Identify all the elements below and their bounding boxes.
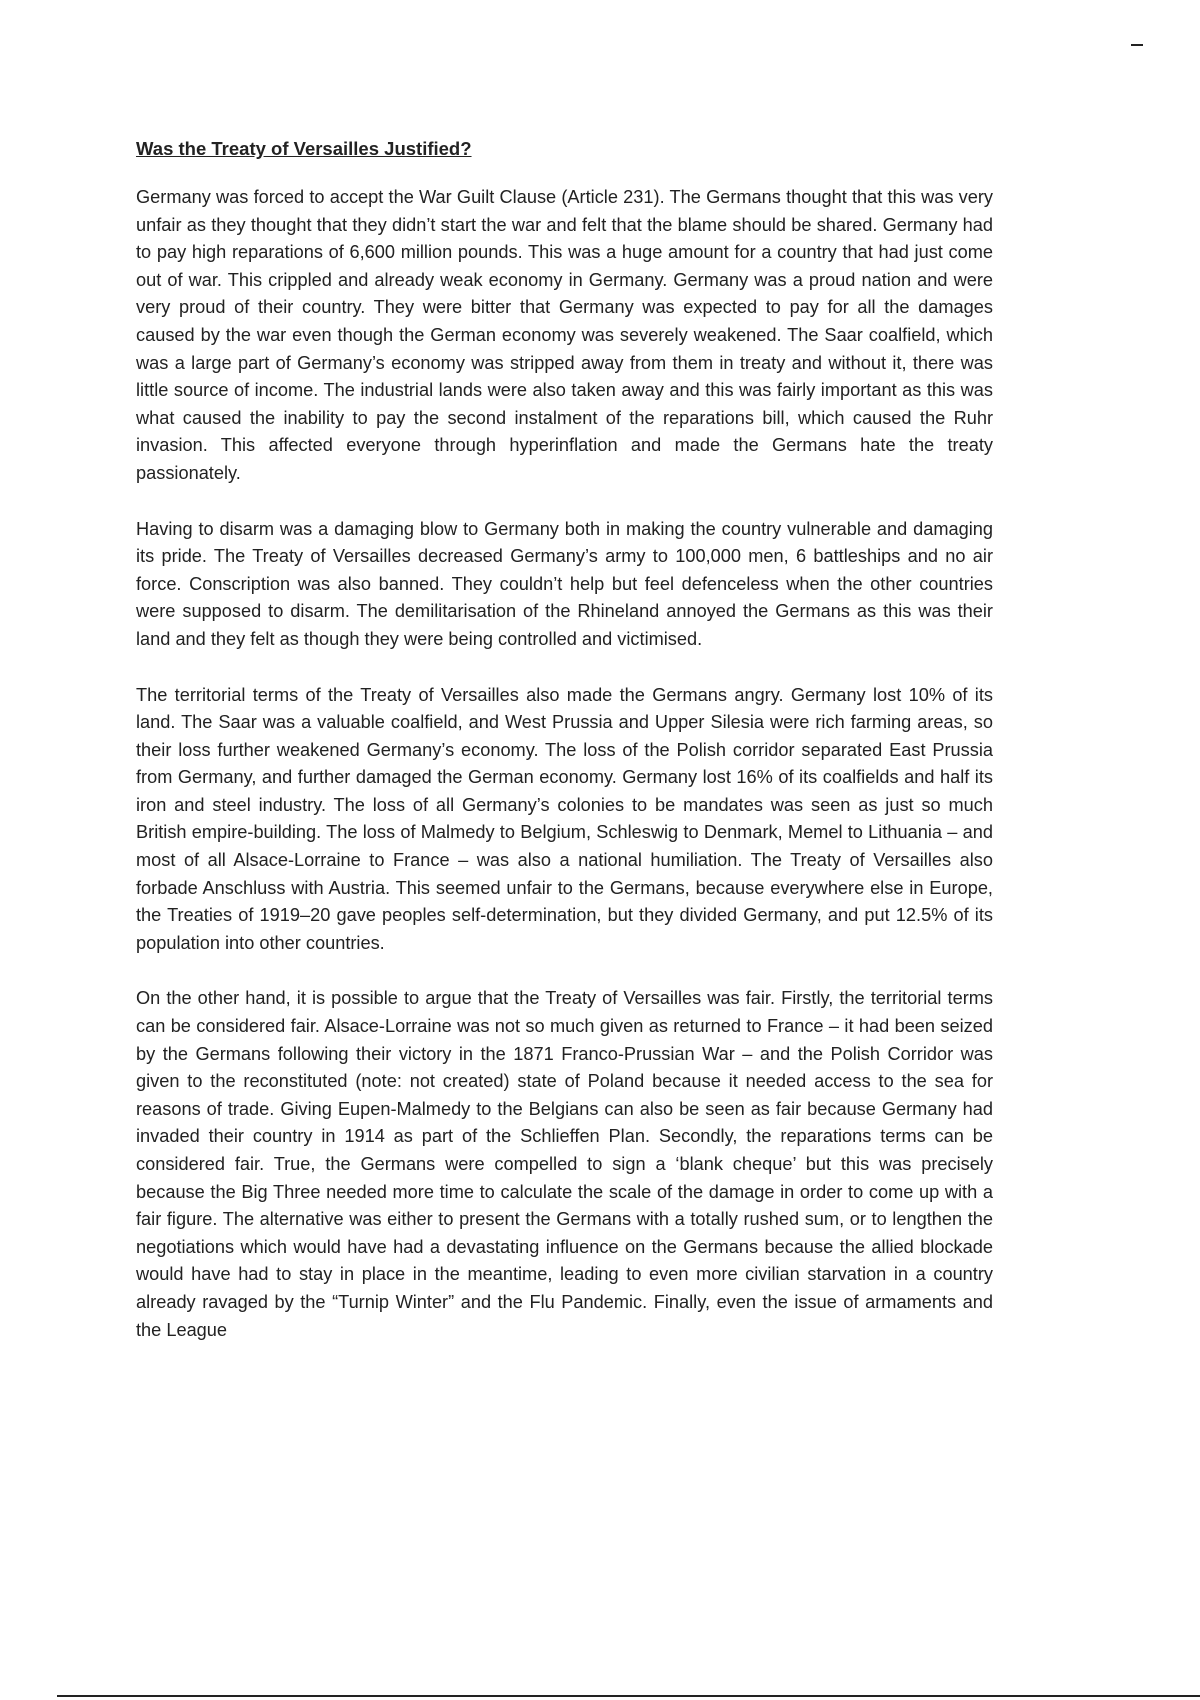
document-body [136,136,993,1372]
document-title: Was the Treaty of Versailles Justified? [136,138,472,159]
paragraph-disarmament: Having to disarm was a damaging blow to Germany both in making the country vulnerable and damaging its pride. The Treaty of Versailles decreased Germany’s army to 100,000 men, 6 battleships and no air force. Conscription was also banned. They couldn’t help but feel defenceless when the other countries were supposed to disarm. The demilitarisation of the Rhineland annoyed the Germans as this was their land and they felt as though they were being controlled and victimised. [136,518,993,649]
footer-divider [57,1695,1200,1697]
page-marker-dash [1131,44,1143,46]
paragraph-counter-argument: On the other hand, it is possible to argue that the Treaty of Versailles was fair. Firstly, the territorial terms can be considered fair. Alsace-Lorraine was not so much given as returned to France – it had been seized by the Germans following their victory in the 1871 Franco-Prussian War – and the Polish Corridor was given to the reconstituted (note: not created) state of Poland because it needed access to the sea for reasons of trade. Giving Eupen-Malmedy to the Belgians can also be seen as fair because Germany had invaded their country in 1914 as part of the Schlieffen Plan. Secondly, the reparations terms can be considered fair. True, the Germans were compelled to sign a ‘blank cheque’ but this was precisely because the Big Three needed more time to calculate the scale of the damage in order to come up with a fair figure. The alternative was either to present the Germans with a totally rushed sum, or to lengthen the negotiations which would have had a devastating influence on the Germans because the allied blockade would have had to stay in place in the meantime, leading to even more civilian starvation in a country already ravaged by the “Turnip Winter” and the Flu Pandemic. Finally, even the issue of armaments and the League [136,988,993,1340]
paragraph-territorial-terms: The territorial terms of the Treaty of Versailles also made the Germans angry. Germany lost 10% of its land. The Saar was a valuable coalfield, and West Prussia and Upper Silesia were rich farming areas, so their loss further weakened Germany’s economy. The loss of the Polish corridor separated East Prussia from Germany, and further damaged the German economy. Germany lost 16% of its coalfields and half its iron and steel industry. The loss of all Germany’s colonies to be mandates was seen as just so much British empire-building. The loss of Malmedy to Belgium, Schleswig to Denmark, Memel to Lithuania – and most of all Alsace-Lorraine to France – was also a national humiliation. The Treaty of Versailles also forbade Anschluss with Austria. This seemed unfair to the Germans, because everywhere else in Europe, the Treaties of 1919–20 gave peoples self-determination, but they divided Germany, and put 12.5% of its population into other countries. [136,684,993,953]
paragraph-war-guilt: Germany was forced to accept the War Guilt Clause (Article 231). The Germans thought that this was very unfair as they thought that they didn’t start the war and felt that the blame should be shared. Germany had to pay high reparations of 6,600 million pounds. This was a huge amount for a country that had just come out of war. This crippled and already weak economy in Germany. Germany was a proud nation and were very proud of their country. They were bitter that Germany was expected to pay for all the damages caused by the war even though the German economy was severely weakened. The Saar coalfield, which was a large part of Germany’s economy was stripped away from them in treaty and without it, there was little source of income. The industrial lands were also taken away and this was fairly important as this was what caused the inability to pay the second instalment of the reparations bill, which caused the Ruhr invasion. This affected everyone through hyperinflation and made the Germans hate the treaty passionately. [136,187,993,483]
